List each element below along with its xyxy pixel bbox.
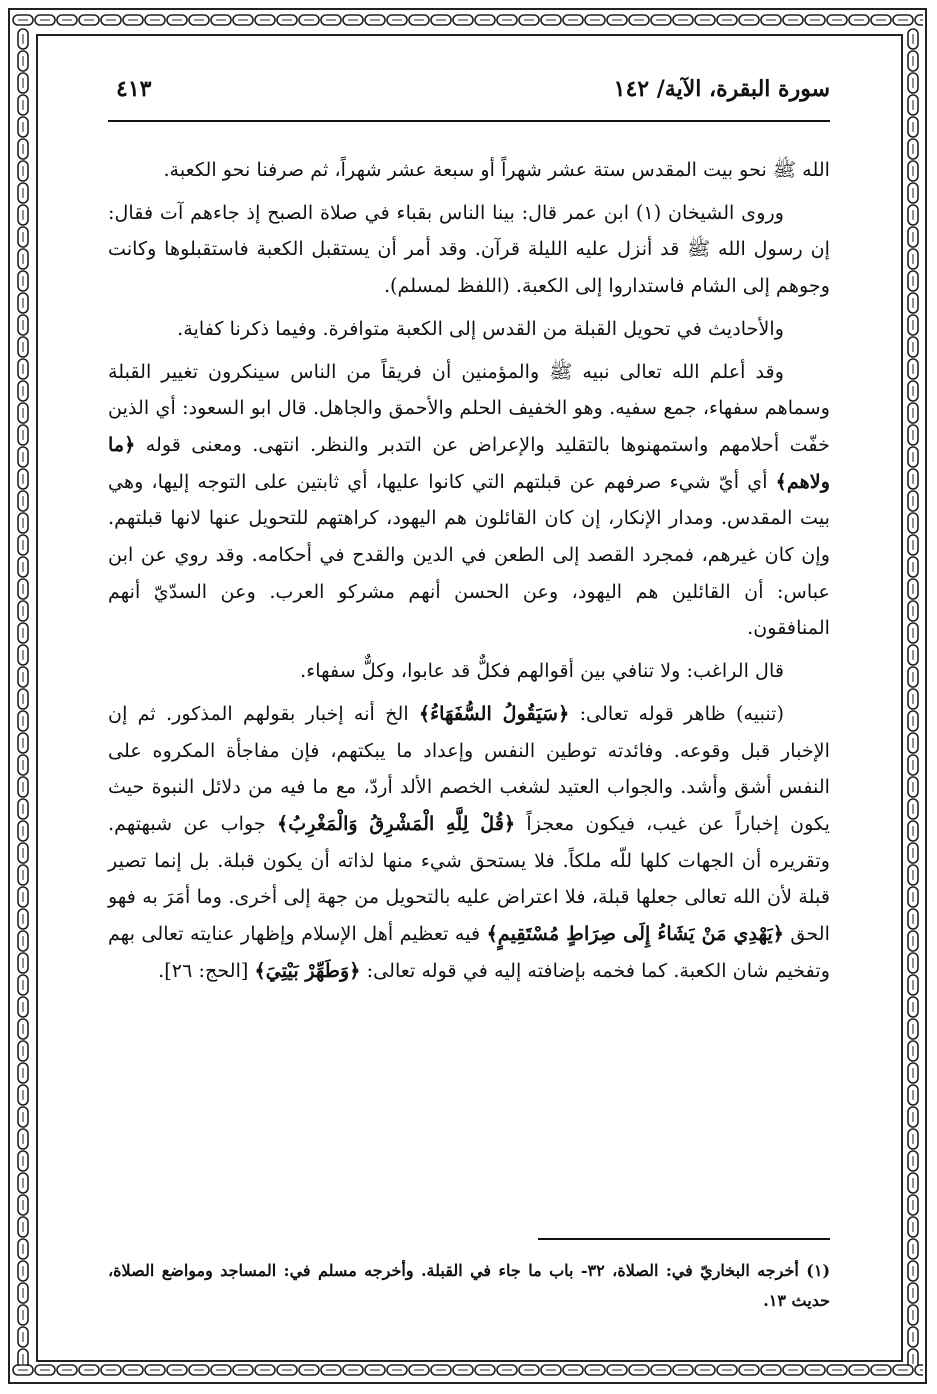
bottom-ornament-border bbox=[12, 1361, 923, 1379]
quran-quote: ﴿سَيَقُولُ السُّفَهَاءُ﴾ bbox=[418, 701, 570, 725]
main-text bbox=[108, 152, 830, 995]
paragraph-2: وروى الشيخان (١) ابن عمر قال: بينا الناس بقباء في صلاة الصبح إذ جاءهم آت فقال: إن رسول الله ﷺ قد أنزل عليه الليلة قرآن. وقد أمر أن يستقبل الكعبة فاستقبلوها وكانت وجوهم إلى الشام فاستداروا إلى الكعبة. (اللفظ لمسلم). bbox=[108, 200, 830, 298]
paragraph-4 bbox=[108, 354, 830, 648]
paragraph-6 bbox=[108, 696, 830, 990]
footnote-rule bbox=[538, 1238, 830, 1240]
quran-quote: ﴿ما ولاهم﴾ bbox=[108, 432, 830, 493]
paragraph-3: والأحاديث في تحويل القبلة من القدس إلى الكعبة متوافرة. وفيما ذكرنا كفاية. bbox=[177, 316, 784, 340]
left-ornament-border bbox=[13, 28, 33, 1366]
surah-title: سورة البقرة، الآية/ ١٤٢ bbox=[613, 76, 830, 102]
paragraph-4-text-b: أي أيّ شيء صرفهم عن قبلتهم التي كانوا عليها، أي ثابتين على التوجه إليها، وهي بيت المقدس. ومدار الإنكار، إن كان القائلون هم اليهود، كراهتهم للتحويل عنها لانها قبلتهم. وإن كان غيرهم، فمجرد القصد إلى الطعن في الدين والقدح في أحكامه. وقد روي عن ابن عباس: أن القائلين هم اليهود، وعن الحسن أنهم مشركو العرب. وعن السدّيّ أنهم المنافقون. bbox=[108, 469, 830, 640]
footnote: (١) أخرجه البخاريّ في: الصلاة، ٣٢- باب ما جاء في القبلة. وأخرجه مسلم في: المساجد ومواضع الصلاة، حديث ١٣. bbox=[108, 1261, 831, 1310]
page-content bbox=[108, 68, 830, 1328]
quran-quote: ﴿قُلْ لِلَّهِ الْمَشْرِقُ وَالْمَغْرِبُ﴾ bbox=[276, 811, 516, 835]
paragraph-6-text-e: [الحج: ٢٦]. bbox=[158, 958, 249, 982]
paragraph-6-text-b: الخ أنه إخبار بقولهم المذكور. ثم إن الإخبار قبل وقوعه. وفائدته توطين النفس وإعداد ما يبكتهم، فإن مفاجأة المكروه على النفس أشق وأشد. والجواب العتيد لشغب الخصم الألد أردّ، مع ما فيه من دلائل النبوة حيث يكون إخباراً عن غيب، فيكون معجزاً bbox=[108, 701, 830, 835]
paragraph-5: قال الراغب: ولا تنافي بين أقوالهم فكلٌّ قد عابوا، وكلٌّ سفهاء. bbox=[300, 659, 784, 683]
right-ornament-border bbox=[903, 28, 923, 1366]
page-number: ٤١٣ bbox=[116, 76, 152, 102]
paragraph-1: الله ﷺ نحو بيت المقدس ستة عشر شهراً أو سبعة عشر شهراً، ثم صرفنا نحو الكعبة. bbox=[163, 158, 830, 181]
top-ornament-border bbox=[12, 11, 923, 29]
paragraph-6-text-d: فيه تعظيم أهل الإسلام وإظهار عنايته تعالى بهم وتفخيم شان الكعبة. كما فخمه بإضافته إليه في قوله تعالى: bbox=[108, 922, 830, 982]
paragraph-4-text-a: وقد أعلم الله تعالى نبيه ﷺ والمؤمنين أن فريقاً من الناس سينكرون تغيير القبلة وسماهم سفهاء، جمع سفيه. وهو الخفيف الحلم والأحمق والجاهل. قال ابو السعود: أي الذين خفّت أحلامهم واستمهنوها بالتقليد والإعراض عن التدبر والنظر. انتهى. ومعنى قوله bbox=[108, 359, 830, 456]
paragraph-6-text-a: (تنبيه) ظاهر قوله تعالى: bbox=[579, 701, 784, 725]
paragraph-6-text-c: جواب عن شبهتهم. وتقريره أن الجهات كلها للّه ملكاً. فلا يستحق شيء منها لذاته أن يكون قبلة. بل إنما تصير قبلة لأن الله تعالى جعلها قبلة، فلا اعتراض عليه بالتحويل من جهة إلى أخرى. وما أمَرَ به فهو الحق bbox=[108, 811, 830, 946]
header-rule bbox=[108, 120, 830, 122]
running-header bbox=[108, 76, 830, 108]
quran-quote: ﴿يَهْدِي مَنْ يَشَاءُ إِلَى صِرَاطٍ مُسْتَقِيمٍ﴾ bbox=[486, 922, 785, 946]
quran-quote: ﴿وَطَهِّرْ بَيْتِيَ﴾ bbox=[254, 958, 361, 982]
